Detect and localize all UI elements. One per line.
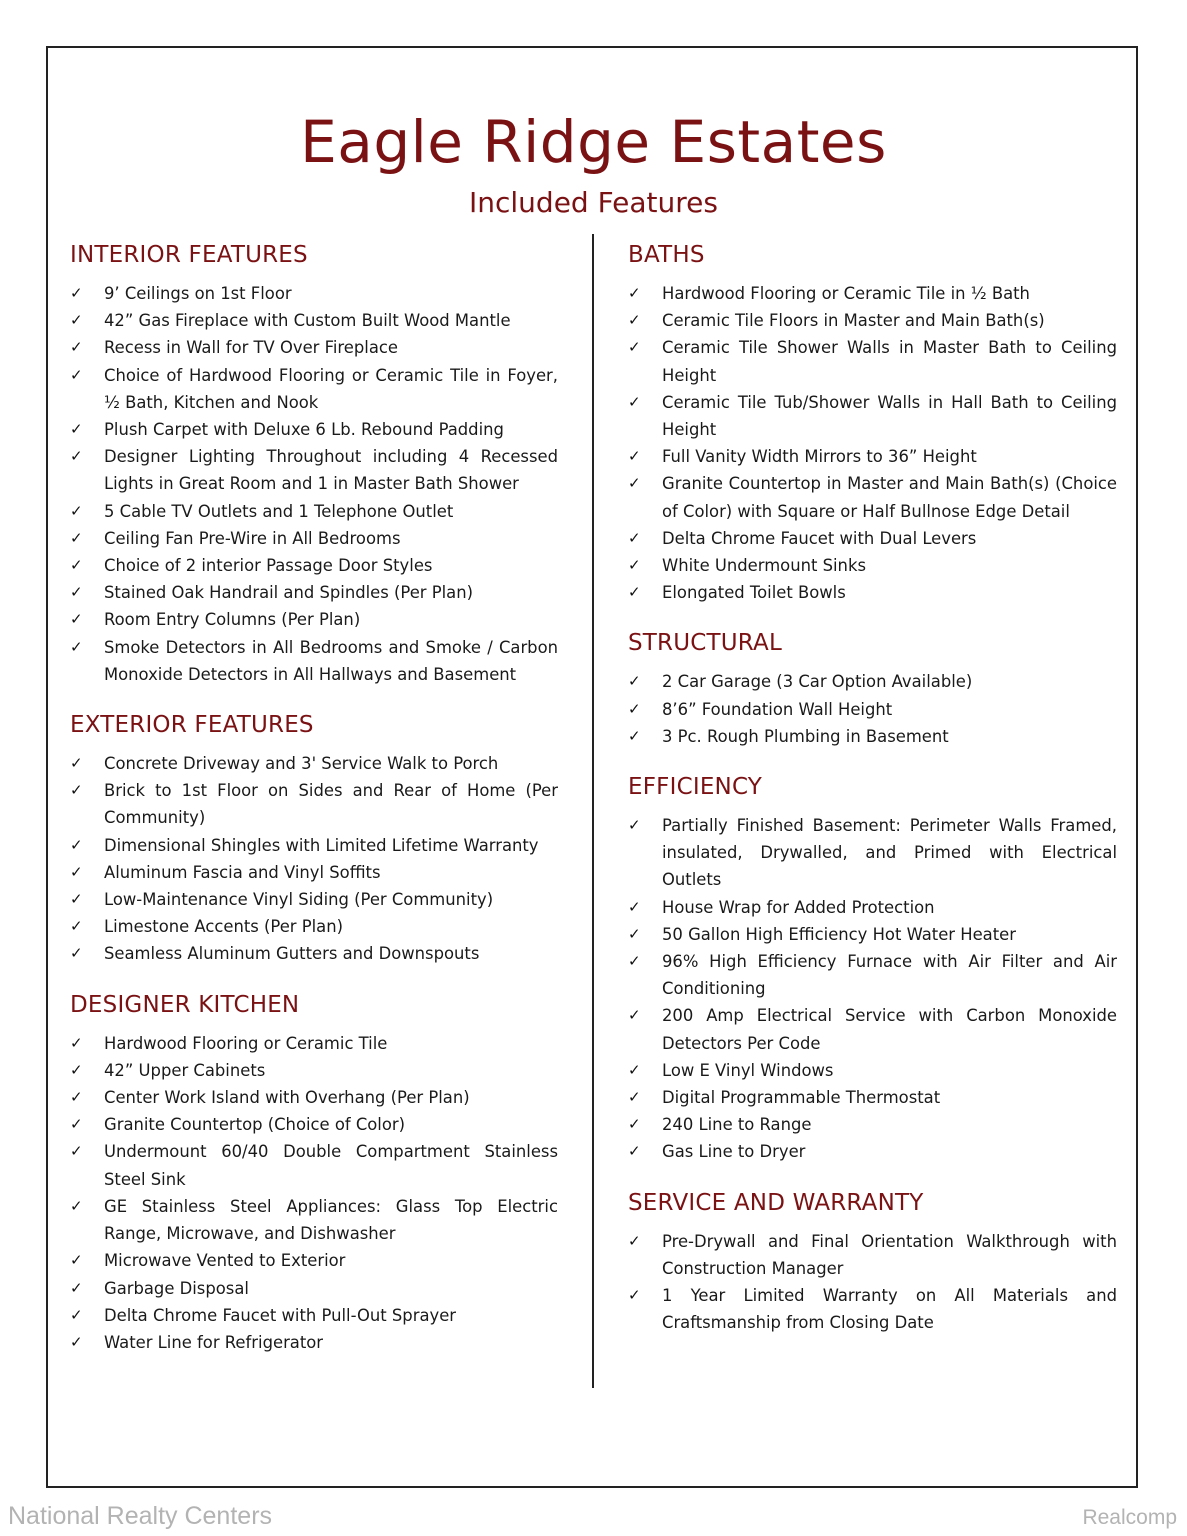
checkmark-icon: ✓ [70, 311, 83, 330]
section-heading: STRUCTURAL [628, 630, 783, 657]
checkmark-icon: ✓ [70, 890, 83, 909]
feature-text: Digital Programmable Thermostat [662, 1088, 941, 1108]
list-item [70, 1193, 558, 1247]
list-item [70, 443, 558, 497]
checkmark-icon: ✓ [70, 835, 83, 854]
feature-text: Concrete Driveway and 3' Service Walk to Porch [104, 754, 499, 774]
feature-text: Ceramic Tile Shower Walls in Master Bath to Ceiling Height [662, 338, 1117, 385]
checkmark-icon: ✓ [70, 583, 83, 602]
list-item [70, 832, 558, 859]
checkmark-icon: ✓ [628, 952, 641, 971]
list-item [70, 859, 558, 886]
feature-text: 2 Car Garage (3 Car Option Available) [662, 672, 973, 692]
feature-text: 42” Gas Fireplace with Custom Built Wood Mantle [104, 311, 511, 331]
feature-text: Delta Chrome Faucet with Dual Levers [662, 528, 977, 548]
feature-list [628, 1228, 1117, 1337]
list-item [628, 921, 1117, 948]
feature-text: 200 Amp Electrical Service with Carbon Monoxide Detectors Per Code [662, 1006, 1117, 1053]
checkmark-icon: ✓ [628, 1231, 641, 1250]
feature-text: Pre-Drywall and Final Orientation Walkthrough with Construction Manager [662, 1231, 1117, 1278]
list-item [628, 1084, 1117, 1111]
checkmark-icon: ✓ [628, 924, 641, 943]
list-item [70, 750, 558, 777]
checkmark-icon: ✓ [628, 447, 641, 466]
section-heading: INTERIOR FEATURES [70, 242, 308, 268]
list-item [628, 334, 1117, 388]
list-item [70, 1111, 558, 1138]
page-subtitle: Included Features [469, 186, 718, 219]
feature-text: Center Work Island with Overhang (Per Plan) [104, 1088, 470, 1108]
feature-text: Designer Lighting Throughout including 4 Recessed Lights in Great Room and 1 in Master Bath Shower [104, 447, 558, 494]
section-heading: SERVICE AND WARRANTY [628, 1189, 924, 1216]
list-item [628, 723, 1117, 750]
feature-text: White Undermount Sinks [662, 556, 866, 576]
checkmark-icon: ✓ [70, 944, 83, 963]
list-item [628, 443, 1117, 470]
feature-text: Seamless Aluminum Gutters and Downspouts [104, 944, 480, 964]
watermark-left: National Realty Centers [8, 1502, 273, 1530]
feature-list [628, 668, 1117, 750]
checkmark-icon: ✓ [628, 897, 641, 916]
list-item [628, 1002, 1117, 1056]
feature-text: 9’ Ceilings on 1st Floor [104, 284, 292, 303]
list-item [628, 668, 1117, 695]
checkmark-icon: ✓ [628, 1060, 641, 1079]
feature-text: Choice of Hardwood Flooring or Ceramic Tile in Foyer, ½ Bath, Kitchen and Nook [104, 365, 558, 412]
feature-text: 8’6” Foundation Wall Height [662, 699, 893, 719]
checkmark-icon: ✓ [628, 474, 641, 493]
checkmark-icon: ✓ [628, 1088, 641, 1107]
list-item [628, 1282, 1117, 1336]
feature-text: Water Line for Refrigerator [104, 1332, 324, 1352]
watermark-right: Realcomp [1082, 1506, 1177, 1529]
section-heading: BATHS [628, 242, 705, 268]
feature-text: Aluminum Fascia and Vinyl Soffits [104, 862, 381, 882]
checkmark-icon: ✓ [70, 637, 83, 656]
feature-text: 3 Pc. Rough Plumbing in Basement [662, 726, 949, 746]
feature-list [628, 812, 1117, 1166]
list-item [628, 1138, 1117, 1165]
list-item [70, 525, 558, 552]
feature-text: Garbage Disposal [104, 1278, 249, 1298]
feature-text: Full Vanity Width Mirrors to 36” Height [662, 447, 977, 467]
list-item [628, 948, 1117, 1002]
feature-text: Gas Line to Dryer [662, 1142, 806, 1162]
checkmark-icon: ✓ [70, 917, 83, 936]
checkmark-icon: ✓ [628, 284, 641, 302]
feature-text: House Wrap for Added Protection [662, 897, 935, 917]
feature-text: 1 Year Limited Warranty on All Materials and Craftsmanship from Closing Date [662, 1286, 1117, 1333]
list-item [70, 416, 558, 443]
list-item [70, 1030, 558, 1057]
feature-text: Stained Oak Handrail and Spindles (Per Plan) [104, 583, 474, 603]
list-item [628, 470, 1117, 524]
checkmark-icon: ✓ [70, 1142, 83, 1161]
feature-list [70, 750, 558, 968]
feature-text: Ceramic Tile Tub/Shower Walls in Hall Bath to Ceiling Height [662, 392, 1117, 440]
checkmark-icon: ✓ [70, 338, 83, 357]
checkmark-icon: ✓ [70, 754, 83, 773]
feature-text: Recess in Wall for TV Over Fireplace [104, 338, 398, 358]
feature-text: Granite Countertop (Choice of Color) [104, 1115, 406, 1135]
section-designer-kitchen [70, 988, 558, 1356]
feature-text: Granite Countertop in Master and Main Bath(s) (Choice of Color) with Square or Half Bullnose Edge Detail [662, 474, 1117, 521]
feature-text: Low-Maintenance Vinyl Siding (Per Community) [104, 890, 494, 910]
page-title: Eagle Ridge Estates [300, 108, 887, 176]
checkmark-icon: ✓ [70, 862, 83, 881]
checkmark-icon: ✓ [628, 726, 641, 745]
checkmark-icon: ✓ [628, 556, 641, 575]
feature-text: Microwave Vented to Exterior [104, 1251, 346, 1271]
checkmark-icon: ✓ [628, 392, 641, 411]
checkmark-icon: ✓ [70, 1251, 83, 1270]
checkmark-icon: ✓ [70, 528, 83, 547]
feature-text: Limestone Accents (Per Plan) [104, 917, 344, 937]
list-item [628, 525, 1117, 552]
feature-list [70, 1030, 558, 1356]
feature-text: Low E Vinyl Windows [662, 1060, 834, 1080]
checkmark-icon: ✓ [70, 1115, 83, 1134]
feature-text: Delta Chrome Faucet with Pull-Out Sprayer [104, 1305, 457, 1325]
list-item [70, 940, 558, 967]
list-item [70, 498, 558, 525]
list-item [70, 307, 558, 334]
feature-text: 50 Gallon High Efficiency Hot Water Heater [662, 924, 1016, 944]
feature-text: 240 Line to Range [662, 1115, 812, 1135]
list-item [70, 777, 558, 831]
feature-text: 42” Upper Cabinets [104, 1060, 266, 1080]
section-heading: EFFICIENCY [628, 774, 763, 801]
checkmark-icon: ✓ [70, 1060, 83, 1079]
list-item [628, 894, 1117, 921]
list-item [70, 552, 558, 579]
feature-text: Brick to 1st Floor on Sides and Rear of Home (Per Community) [104, 781, 558, 828]
list-item [70, 1138, 558, 1192]
checkmark-icon: ✓ [70, 447, 83, 466]
feature-text: Dimensional Shingles with Limited Lifetime Warranty [104, 835, 539, 855]
list-item [628, 307, 1117, 334]
checkmark-icon: ✓ [628, 699, 641, 718]
list-item [628, 389, 1117, 443]
list-item [70, 1084, 558, 1111]
feature-text: Hardwood Flooring or Ceramic Tile in ½ Bath [662, 284, 1030, 303]
checkmark-icon: ✓ [70, 284, 83, 302]
list-item [70, 606, 558, 633]
list-item [628, 812, 1117, 894]
checkmark-icon: ✓ [70, 1033, 83, 1052]
section-baths [628, 238, 1117, 606]
right-column [628, 238, 1117, 1357]
feature-text: 5 Cable TV Outlets and 1 Telephone Outlet [104, 501, 454, 521]
feature-text: Plush Carpet with Deluxe 6 Lb. Rebound Padding [104, 420, 504, 440]
checkmark-icon: ✓ [628, 816, 641, 835]
feature-text: Elongated Toilet Bowls [662, 583, 846, 603]
list-item [70, 1247, 558, 1274]
list-item [628, 579, 1117, 606]
checkmark-icon: ✓ [628, 1286, 641, 1305]
checkmark-icon: ✓ [70, 556, 83, 575]
list-item [70, 1275, 558, 1302]
section-structural [628, 626, 1117, 750]
checkmark-icon: ✓ [70, 1088, 83, 1107]
feature-text: Room Entry Columns (Per Plan) [104, 610, 361, 630]
list-item [70, 1302, 558, 1329]
feature-list [628, 280, 1117, 606]
checkmark-icon: ✓ [628, 583, 641, 602]
column-divider [592, 234, 594, 1388]
checkmark-icon: ✓ [70, 610, 83, 629]
checkmark-icon: ✓ [70, 420, 83, 439]
list-item [70, 1329, 558, 1356]
list-item [70, 634, 558, 688]
list-item [628, 1228, 1117, 1282]
feature-list [70, 280, 558, 688]
section-exterior-features [70, 708, 558, 968]
checkmark-icon: ✓ [628, 338, 641, 357]
feature-text: Choice of 2 interior Passage Door Styles [104, 556, 433, 576]
list-item [70, 913, 558, 940]
checkmark-icon: ✓ [70, 1332, 83, 1351]
list-item [628, 280, 1117, 307]
checkmark-icon: ✓ [628, 1142, 641, 1161]
section-heading: DESIGNER KITCHEN [70, 991, 300, 1018]
checkmark-icon: ✓ [70, 365, 83, 384]
feature-text: Smoke Detectors in All Bedrooms and Smoke / Carbon Monoxide Detectors in All Hallways and Basement [104, 637, 558, 684]
checkmark-icon: ✓ [628, 528, 641, 547]
list-item [70, 579, 558, 606]
checkmark-icon: ✓ [628, 1115, 641, 1134]
checkmark-icon: ✓ [70, 1305, 83, 1324]
checkmark-icon: ✓ [628, 311, 641, 330]
list-item [628, 552, 1117, 579]
feature-text: GE Stainless Steel Appliances: Glass Top Electric Range, Microwave, and Dishwasher [104, 1196, 558, 1244]
feature-text: 96% High Efficiency Furnace with Air Filter and Air Conditioning [662, 952, 1117, 999]
checkmark-icon: ✓ [628, 1006, 641, 1025]
list-item [628, 1057, 1117, 1084]
list-item [70, 1057, 558, 1084]
list-item [628, 1111, 1117, 1138]
list-item [70, 886, 558, 913]
feature-text: Hardwood Flooring or Ceramic Tile [104, 1033, 388, 1053]
feature-text: Ceramic Tile Floors in Master and Main Bath(s) [662, 311, 1045, 331]
section-heading: EXTERIOR FEATURES [70, 712, 314, 739]
checkmark-icon: ✓ [70, 501, 83, 520]
feature-text: Undermount 60/40 Double Compartment Stainless Steel Sink [104, 1142, 558, 1189]
list-item [70, 362, 558, 416]
feature-text: Ceiling Fan Pre-Wire in All Bedrooms [104, 528, 401, 548]
list-item [70, 280, 558, 307]
section-interior-features [70, 238, 558, 688]
section-efficiency [628, 770, 1117, 1166]
list-item [628, 696, 1117, 723]
feature-text: Partially Finished Basement: Perimeter Walls Framed, insulated, Drywalled, and Primed with Electrical Outlets [662, 816, 1117, 890]
checkmark-icon: ✓ [70, 781, 83, 800]
section-service-and-warranty [628, 1186, 1117, 1337]
left-column [70, 238, 558, 1376]
list-item [70, 334, 558, 361]
checkmark-icon: ✓ [70, 1278, 83, 1297]
checkmark-icon: ✓ [628, 672, 641, 691]
checkmark-icon: ✓ [70, 1196, 83, 1215]
